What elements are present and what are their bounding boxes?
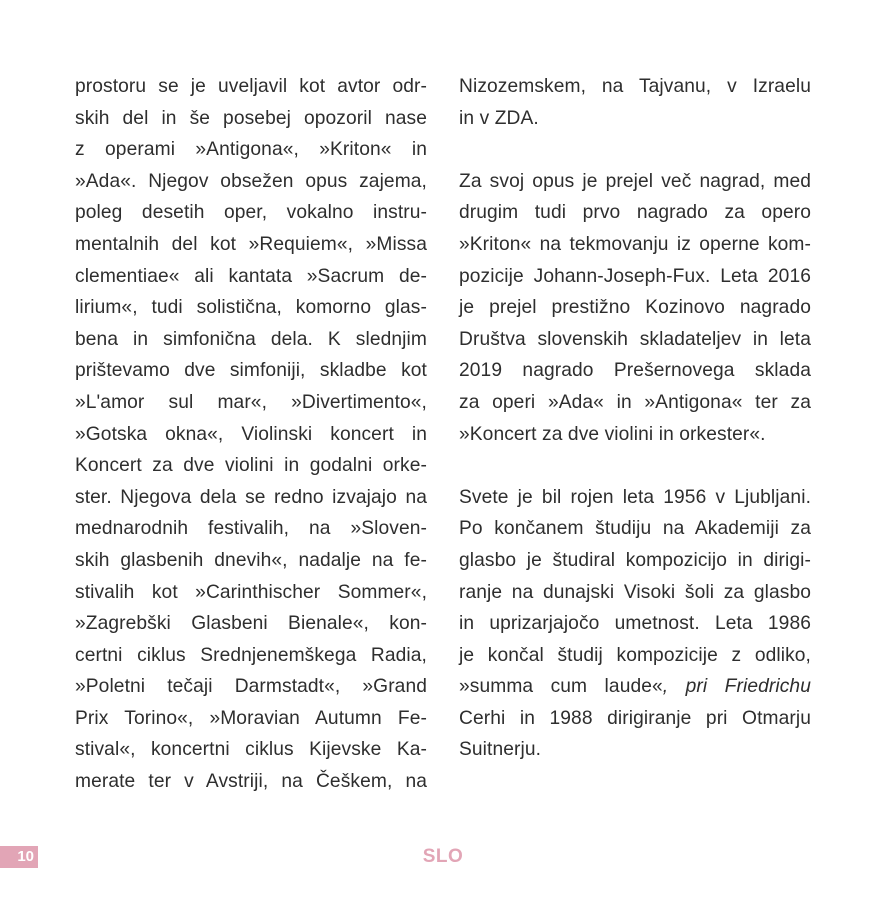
text-line: in v ZDA.	[459, 107, 539, 129]
text-line: lirium«, tudi solistična, komorno glas-	[75, 297, 427, 319]
text-italic: , pri Friedrichu	[662, 676, 811, 698]
text-line: stivalih kot »Carinthischer Sommer«,	[75, 581, 427, 603]
text-line: z operami »Antigona«, »Kriton« in	[75, 139, 427, 161]
text-line: za operi »Ada« in »Antigona« ter za	[459, 391, 811, 413]
paragraph-gap	[459, 450, 811, 482]
text-line: clementiae« ali kantata »Sacrum de-	[75, 265, 427, 287]
text-line: prištevamo dve simfoniji, skladbe kot	[75, 360, 427, 382]
text-line: skih del in še posebej opozoril nase	[75, 107, 427, 129]
text-line: »Koncert za dve violini in orkester«.	[459, 423, 766, 445]
text-regular: »summa cum laude«	[459, 676, 663, 698]
text-line: merate ter v Avstriji, na Češkem, na	[75, 771, 427, 793]
text-line: »Poletni tečaji Darmstadt«, »Grand	[75, 676, 427, 698]
text-line: »Zagrebški Glasbeni Bienale«, kon-	[75, 613, 427, 635]
text-line-mixed	[459, 671, 811, 703]
text-line: 2019 nagrado Prešernovega sklada	[459, 360, 811, 382]
text-line: Po končanem študiju na Akademiji za	[459, 518, 811, 540]
language-label: SLO	[422, 846, 464, 867]
text-line: poleg desetih oper, vokalno instru-	[75, 202, 427, 224]
text-line: Svete je bil rojen leta 1956 v Ljubljani.	[459, 486, 811, 508]
text-line: glasbo je študiral kompozicijo in dirigi-	[459, 549, 811, 571]
text-line: pozicije Johann-Joseph-Fux. Leta 2016	[459, 265, 811, 287]
text-line: Koncert za dve violini in godalni orke-	[75, 455, 427, 477]
right-text-column	[459, 71, 811, 766]
text-line: Nizozemskem, na Tajvanu, v Izraelu	[459, 76, 811, 97]
page-number: 10	[0, 846, 38, 868]
text-line: je prejel prestižno Kozinovo nagrado	[459, 297, 811, 319]
text-line: stival«, koncertni ciklus Kijevske Ka-	[75, 739, 427, 761]
text-line: »Ada«. Njegov obsežen opus zajema,	[75, 170, 427, 192]
text-line: skih glasbenih dnevih«, nadalje na fe-	[75, 549, 427, 571]
text-line: Prix Torino«, »Moravian Autumn Fe-	[75, 707, 427, 729]
text-line: »Gotska okna«, Violinski koncert in	[75, 423, 427, 445]
text-line: mentalnih del kot »Requiem«, »Missa	[75, 233, 427, 255]
text-line: in uprizarjajočo umetnost. Leta 1986	[459, 613, 811, 635]
text-line: Za svoj opus je prejel več nagrad, med	[459, 170, 811, 192]
left-text-column	[75, 71, 427, 798]
text-line: ster. Njegova dela se redno izvajajo na	[75, 486, 427, 508]
text-line: Cerhi in 1988 dirigiranje pri Otmarju	[459, 707, 811, 729]
text-line: ranje na dunajski Visoki šoli za glasbo	[459, 581, 811, 603]
text-line: bena in simfonična dela. K slednjim	[75, 328, 427, 350]
text-line: prostoru se je uveljavil kot avtor odr-	[75, 76, 427, 97]
text-line: Društva slovenskih skladateljev in leta	[459, 328, 811, 350]
paragraph-biography	[459, 482, 811, 766]
text-line: Suitnerju.	[459, 739, 542, 761]
text-line: »Kriton« na tekmovanju iz operne kom-	[459, 233, 811, 255]
text-line: drugim tudi prvo nagrado za opero	[459, 202, 811, 224]
paragraph-awards	[459, 166, 811, 450]
text-line: mednarodnih festivalih, na »Sloven-	[75, 518, 427, 540]
paragraph-gap	[459, 134, 811, 166]
text-line: »L'amor sul mar«, »Divertimento«,	[75, 391, 427, 413]
text-line: je končal študij kompozicije z odliko,	[459, 644, 811, 666]
text-line: certni ciklus Srednjenemškega Radia,	[75, 644, 427, 666]
paragraph-continuation	[459, 71, 811, 134]
